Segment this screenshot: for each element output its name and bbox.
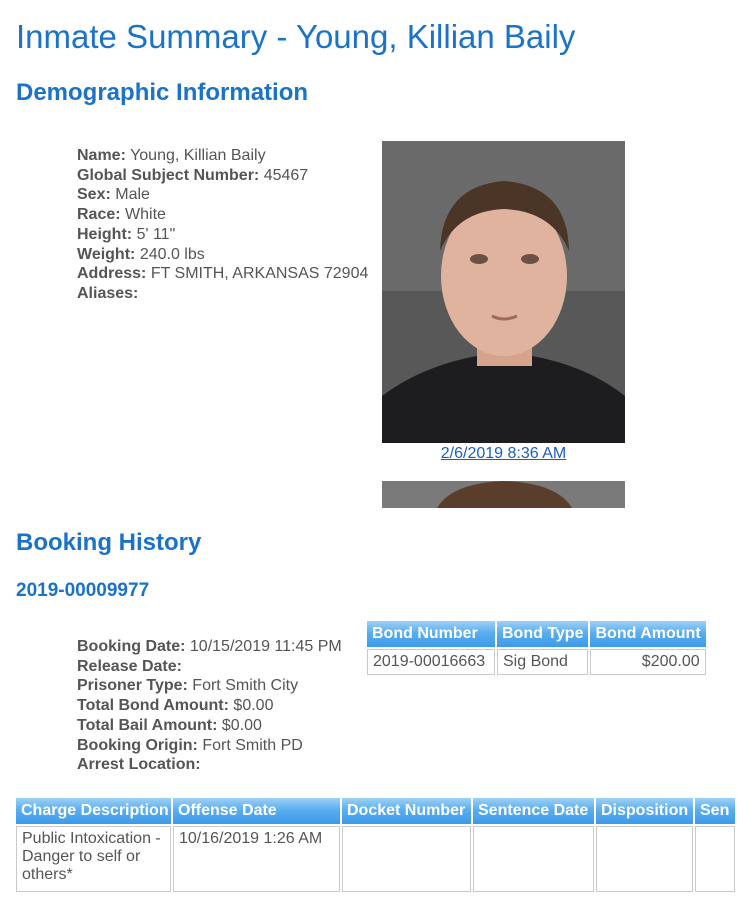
prisoner-type-row <box>77 676 342 696</box>
booking-date-label: Booking Date: <box>77 638 186 655</box>
docket-number-cell <box>342 826 471 892</box>
booking-history-section-title: Booking History <box>16 529 202 556</box>
release-date-label: Release Date: <box>77 657 182 675</box>
disposition-cell <box>596 826 693 892</box>
sentence-date-cell <box>473 826 594 892</box>
height-value: 5' 11" <box>136 225 176 243</box>
sex-label: Sex: <box>77 186 111 204</box>
global-subject-number-row <box>77 166 368 186</box>
total-bail-amount-row <box>77 716 342 736</box>
total-bond-amount-value: $0.00 <box>233 697 274 715</box>
prisoner-type-value: Fort Smith City <box>192 677 299 695</box>
demographic-info-list <box>77 146 368 304</box>
charge-table-header-row <box>16 798 735 824</box>
bond-type-cell: Sig Bond <box>497 649 588 675</box>
bond-number-cell: 2019-00016663 <box>367 649 495 675</box>
bond-type-header[interactable]: Bond Type <box>497 621 588 647</box>
charge-description-cell: Public Intoxication - Danger to self or others* <box>16 826 171 892</box>
mugshot-image-2 <box>382 481 625 508</box>
name-label: Name: <box>77 147 126 164</box>
charge-table-viewport <box>0 796 730 923</box>
booking-number-title: 2019-00009977 <box>16 580 150 601</box>
global-subject-number-value: 45467 <box>263 166 309 184</box>
mugshot-image <box>382 141 625 443</box>
docket-number-header[interactable]: Docket Number <box>342 798 471 824</box>
mugshot-photo-2[interactable] <box>382 481 625 508</box>
race-value: White <box>125 206 166 224</box>
charge-description-header[interactable]: Charge Description <box>16 798 171 824</box>
booking-origin-label: Booking Origin: <box>77 736 198 754</box>
sentence-cell <box>695 826 735 892</box>
offense-date-cell: 10/16/2019 1:26 AM <box>173 826 340 892</box>
name-value: Young, Killian Baily <box>130 147 266 164</box>
prisoner-type-label: Prisoner Type: <box>77 677 188 695</box>
bond-amount-cell: $200.00 <box>590 649 705 675</box>
address-row <box>77 264 368 284</box>
address-value: FT SMITH, ARKANSAS 72904 <box>150 265 369 283</box>
weight-value: 240.0 lbs <box>139 245 205 263</box>
height-label: Height: <box>77 225 133 243</box>
sex-value: Male <box>115 186 150 204</box>
global-subject-number-label: Global Subject Number: <box>77 166 260 184</box>
height-row <box>77 225 368 245</box>
bond-table <box>365 619 708 677</box>
booking-origin-row <box>77 736 342 756</box>
booking-origin-value: Fort Smith PD <box>202 736 303 754</box>
address-label: Address: <box>77 265 147 283</box>
disposition-header[interactable]: Disposition <box>596 798 693 824</box>
table-row <box>16 826 735 892</box>
weight-row <box>77 245 368 265</box>
bond-amount-header[interactable]: Bond Amount <box>590 621 705 647</box>
race-label: Race: <box>77 206 121 224</box>
bond-number-header[interactable]: Bond Number <box>367 621 495 647</box>
weight-label: Weight: <box>77 245 136 263</box>
table-row <box>367 649 706 675</box>
page-title: Inmate Summary - Young, Killian Baily <box>16 18 576 55</box>
photo-date-link[interactable]: 2/6/2019 8:36 AM <box>440 445 567 462</box>
bond-table-header-row <box>367 621 706 647</box>
booking-date-value: 10/15/2019 11:45 PM <box>189 638 342 655</box>
release-date-row <box>77 657 342 677</box>
name-row <box>77 146 368 166</box>
total-bail-amount-label: Total Bail Amount: <box>77 716 218 734</box>
mugshot-photo[interactable] <box>382 141 625 443</box>
total-bail-amount-value: $0.00 <box>221 716 262 734</box>
arrest-location-label: Arrest Location: <box>77 756 201 774</box>
offense-date-header[interactable]: Offense Date <box>173 798 340 824</box>
aliases-label: Aliases: <box>77 284 139 302</box>
sentence-header[interactable]: Sen <box>695 798 735 824</box>
booking-date-row <box>77 637 342 657</box>
aliases-row <box>77 284 368 304</box>
sex-row <box>77 185 368 205</box>
race-row <box>77 205 368 225</box>
total-bond-amount-label: Total Bond Amount: <box>77 697 229 715</box>
arrest-location-row <box>77 755 342 775</box>
booking-info-list <box>77 637 342 775</box>
charge-table <box>14 796 737 894</box>
sentence-date-header[interactable]: Sentence Date <box>473 798 594 824</box>
demographic-section-title: Demographic Information <box>16 79 309 106</box>
total-bond-amount-row <box>77 696 342 716</box>
